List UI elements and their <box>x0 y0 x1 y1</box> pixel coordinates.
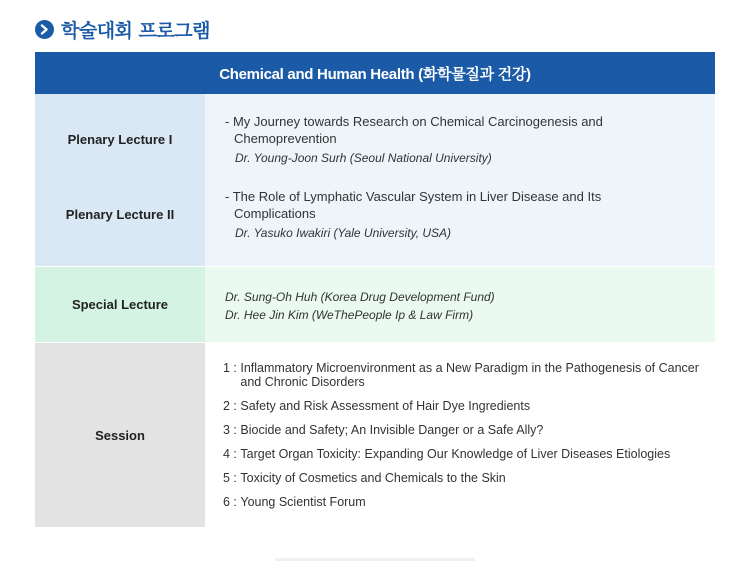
session-content-cell <box>205 343 715 527</box>
session-item <box>223 447 715 461</box>
plenary-lecture-1 <box>225 113 665 165</box>
plenary-lecture-1-label: Plenary Lecture I <box>67 132 173 147</box>
session-row <box>35 342 715 527</box>
session-item <box>223 399 715 413</box>
page-title: 학술대회 프로그램 <box>61 19 210 42</box>
session-title: Target Organ Toxicity: Expanding Our Knowledge of Liver Diseases Etiologies <box>240 447 671 461</box>
special-row <box>35 266 715 342</box>
plenary-row <box>35 94 715 266</box>
session-item <box>223 471 715 485</box>
special-speaker: Dr. Sung-Oh Huh (Korea Drug Development Fund) <box>225 290 495 304</box>
lecture-title: - My Journey towards Research on Chemical Carcinogenesis and Chemoprevention <box>225 114 603 146</box>
session-number: 5 : <box>223 471 241 485</box>
program-table <box>35 52 715 527</box>
session-title: Biocide and Safety; An Invisible Danger or a Safe Ally? <box>240 423 544 437</box>
special-speaker: Dr. Hee Jin Kim (WeThePeople Ip & Law Firm) <box>225 308 474 322</box>
special-lecture-label: Special Lecture <box>35 267 205 342</box>
section-heading <box>35 16 210 42</box>
session-item <box>223 423 715 437</box>
program-header: Chemical and Human Health (화학물질과 건강) <box>35 52 715 94</box>
plenary-lecture-2 <box>225 188 665 240</box>
session-title: Young Scientist Forum <box>240 495 366 509</box>
lecture-title: - The Role of Lymphatic Vascular System in Liver Disease and Its Complications <box>225 189 602 221</box>
session-title: Toxicity of Cosmetics and Chemicals to the Skin <box>240 471 506 485</box>
chevron-right-circle-icon <box>35 20 54 39</box>
session-title: Inflammatory Microenvironment as a New Paradigm in the Pathogenesis of Cancer and Chronic Disorders <box>240 361 699 389</box>
plenary-content-cell <box>205 94 715 266</box>
session-item <box>223 361 715 389</box>
session-item <box>223 495 715 509</box>
session-number: 6 : <box>223 495 241 509</box>
plenary-label-cell <box>35 94 205 266</box>
session-title: Safety and Risk Assessment of Hair Dye Ingredients <box>240 399 531 413</box>
session-number: 3 : <box>223 423 241 437</box>
lecture-speaker: Dr. Young-Joon Surh (Seoul National University) <box>235 151 492 165</box>
lecture-speaker: Dr. Yasuko Iwakiri (Yale University, USA) <box>235 226 452 240</box>
plenary-lecture-2-label: Plenary Lecture II <box>65 207 175 222</box>
session-label: Session <box>35 343 205 527</box>
session-number: 2 : <box>223 399 241 413</box>
special-content-cell <box>205 267 715 342</box>
session-number: 1 : <box>223 361 241 375</box>
session-number: 4 : <box>223 447 241 461</box>
